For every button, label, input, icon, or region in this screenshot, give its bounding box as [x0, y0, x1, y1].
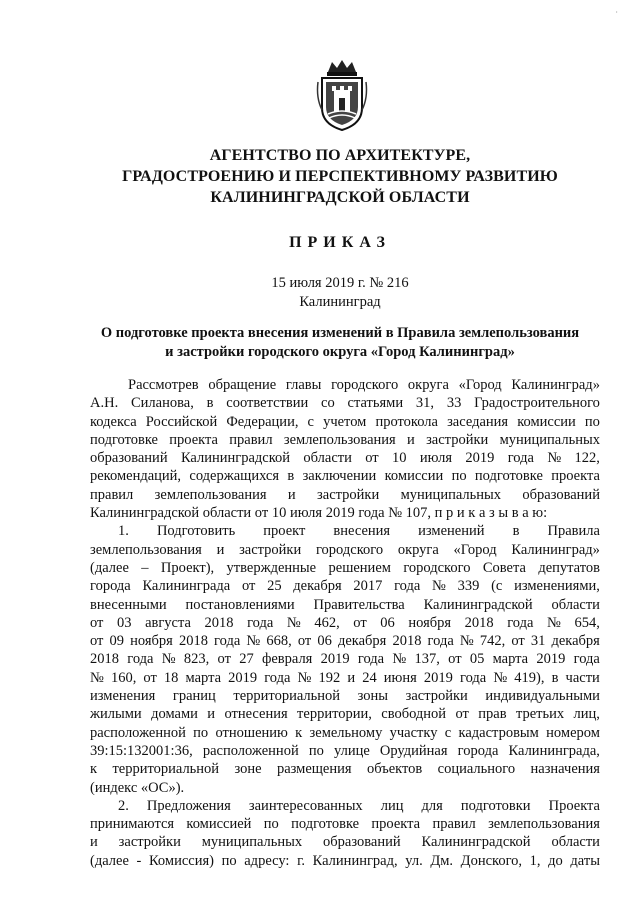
- body-line: города Калининграда от 25 декабря 2017 года № 339 (с изменениями,: [90, 578, 600, 595]
- body-line: 2. Предложения заинтересованных лиц для подготовки Проекта: [118, 797, 600, 814]
- document-date: 15 июля 2019 г. № 216: [271, 275, 409, 291]
- body-line: расположенной по отношению к земельному участку с кадастровым номером: [90, 724, 600, 741]
- agency-name: [90, 145, 590, 208]
- body-line: к территориальной зоне размещения объектов социального назначения: [90, 761, 600, 778]
- body-line: рекомендаций, содержащихся в заключении комиссии по подготовке проекта: [90, 468, 600, 485]
- body-line: принимаются комиссией по подготовке проекта правил землепользования: [90, 816, 600, 833]
- body-line: Калининградской области от 10 июля 2019 года № 107, п р и к а з ы в а ю:: [90, 505, 548, 522]
- body-line: А.Н. Силанова, в соответствии со статьями 31, 33 Градостроительного: [90, 395, 600, 412]
- body-line: образований Калининградской области от 10 июля 2019 года № 122,: [90, 450, 600, 467]
- corner-mark: ·: [615, 8, 618, 17]
- body-line: 1. Подготовить проект внесения изменений в Правила: [118, 523, 600, 540]
- body-line: (далее - Комиссия) по адресу: г. Калининград, ул. Дм. Донского, 1, до даты: [90, 852, 600, 869]
- body-line: землепользования и застройки городского округа «Город Калининград»: [90, 541, 600, 558]
- agency-line: АГЕНТСТВО ПО АРХИТЕКТУРЕ,: [209, 147, 471, 164]
- body-line: подготовке проекта правил землепользования и застройки муниципальных: [90, 431, 600, 448]
- subject-line: О подготовке проекта внесения изменений в Правила землепользования: [100, 325, 580, 341]
- body-line: жилыми домами и отнесения территории, свободной от прав третьих лиц,: [90, 706, 600, 723]
- body-line: Рассмотрев обращение главы городского округа «Город Калининград»: [128, 377, 600, 393]
- agency-line: КАЛИНИНГРАДСКОЙ ОБЛАСТИ: [210, 189, 470, 206]
- body-line: 2018 года № 823, от 27 февраля 2019 года № 137, от 05 марта 2019 года: [90, 651, 600, 668]
- body-line: правил землепользования и застройки муниципальных образований: [90, 486, 600, 503]
- body-line: 39:15:132001:36, расположенной по улице Орудийная города Калининграда,: [90, 742, 600, 759]
- body-line: (индекс «ОС»).: [90, 779, 185, 796]
- document-subject: [60, 324, 620, 362]
- agency-line: ГРАДОСТРОЕНИЮ И ПЕРСПЕКТИВНОМУ РАЗВИТИЮ: [122, 168, 558, 185]
- document-type: ПРИКАЗ: [289, 234, 391, 251]
- body-line: изменения границ территориальной зоны застройки индивидуальными: [90, 688, 600, 705]
- document-body: [90, 376, 600, 870]
- kaliningrad-coat-of-arms-icon: [314, 58, 370, 132]
- body-line: от 09 ноября 2018 года № 668, от 06 декабря 2018 года № 742, от 31 декабря: [90, 633, 600, 650]
- body-line: внесенными постановлениями Правительства Калининградской области: [90, 596, 600, 613]
- body-line: от 03 августа 2018 года № 462, от 06 ноября 2018 года № 654,: [90, 614, 600, 631]
- subject-line: и застройки городского округа «Город Калининград»: [165, 344, 515, 360]
- body-line: и застройки муниципальных образований Калининградской области: [90, 834, 600, 851]
- document-date-block: [90, 274, 590, 312]
- body-line: (далее – Проект), утвержденные решением городского Совета депутатов: [90, 559, 600, 576]
- body-line: № 160, от 18 марта 2019 года № 192 и 24 июня 2019 года № 419), в части: [90, 669, 600, 686]
- document-city: Калининград: [299, 294, 381, 310]
- body-line: кодекса Российской Федерации, с учетом протокола заседания комиссии по: [90, 413, 600, 430]
